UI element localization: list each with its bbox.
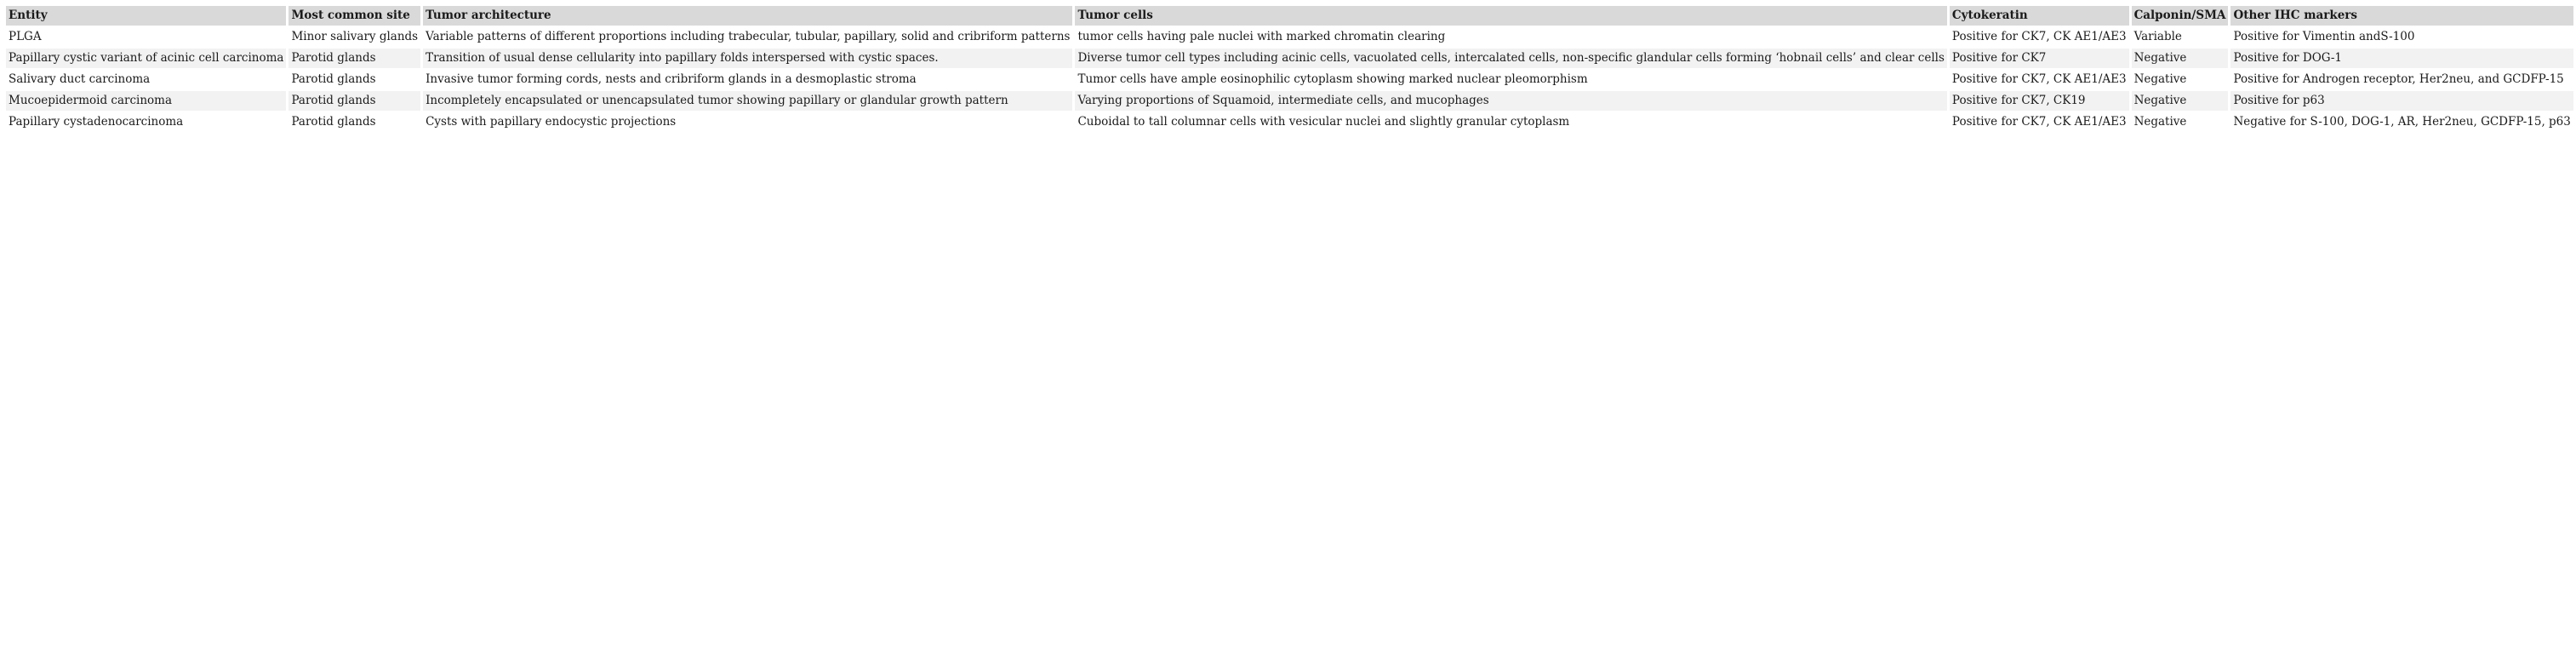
cell-tumor-cells: Varying proportions of Squamoid, intermediate cells, and mucophages	[1075, 91, 1946, 111]
header-tumor-cells: Tumor cells	[1075, 6, 1946, 26]
cell-site: Minor salivary glands	[288, 27, 420, 47]
cell-tumor-cells: Diverse tumor cell types including acinic cells, vacuolated cells, intercalated cells, non-specific glandular cells forming ‘hobnail cells’ and clear cells	[1075, 49, 1946, 68]
header-most-common-site: Most common site	[288, 6, 420, 26]
cell-other-ihc: Positive for Androgen receptor, Her2neu, and GCDFP-15	[2230, 70, 2573, 89]
cell-architecture: Transition of usual dense cellularity into papillary folds interspersed with cystic spaces.	[423, 49, 1072, 68]
cell-entity: Mucoepidermoid carcinoma	[6, 91, 286, 111]
table-row	[6, 49, 2573, 68]
header-entity: Entity	[6, 6, 286, 26]
cell-entity: PLGA	[6, 27, 286, 47]
table-row	[6, 70, 2573, 89]
cell-tumor-cells: tumor cells having pale nuclei with marked chromatin clearing	[1075, 27, 1946, 47]
cell-calponin-sma: Negative	[2132, 91, 2229, 111]
cell-cytokeratin: Positive for CK7	[1950, 49, 2129, 68]
cell-architecture: Cysts with papillary endocystic projections	[423, 112, 1072, 132]
cell-entity: Papillary cystadenocarcinoma	[6, 112, 286, 132]
cell-calponin-sma: Variable	[2132, 27, 2229, 47]
cell-calponin-sma: Negative	[2132, 49, 2229, 68]
header-tumor-architecture: Tumor architecture	[423, 6, 1072, 26]
document-page	[3, 4, 2576, 134]
cell-tumor-cells: Cuboidal to tall columnar cells with vesicular nuclei and slightly granular cytoplasm	[1075, 112, 1946, 132]
cell-cytokeratin: Positive for CK7, CK AE1/AE3	[1950, 27, 2129, 47]
cell-cytokeratin: Positive for CK7, CK AE1/AE3	[1950, 70, 2129, 89]
cell-other-ihc: Negative for S-100, DOG-1, AR, Her2neu, GCDFP-15, p63	[2230, 112, 2573, 132]
cell-site: Parotid glands	[288, 70, 420, 89]
table-row	[6, 112, 2573, 132]
header-calponin-sma: Calponin/SMA	[2132, 6, 2229, 26]
cell-calponin-sma: Negative	[2132, 112, 2229, 132]
cell-cytokeratin: Positive for CK7, CK19	[1950, 91, 2129, 111]
comparison-table	[3, 4, 2576, 134]
table-row	[6, 27, 2573, 47]
cell-site: Parotid glands	[288, 91, 420, 111]
cell-tumor-cells: Tumor cells have ample eosinophilic cytoplasm showing marked nuclear pleomorphism	[1075, 70, 1946, 89]
cell-architecture: Invasive tumor forming cords, nests and cribriform glands in a desmoplastic stroma	[423, 70, 1072, 89]
cell-architecture: Variable patterns of different proportions including trabecular, tubular, papillary, solid and cribriform patterns	[423, 27, 1072, 47]
cell-cytokeratin: Positive for CK7, CK AE1/AE3	[1950, 112, 2129, 132]
cell-entity: Salivary duct carcinoma	[6, 70, 286, 89]
table-header	[6, 6, 2573, 26]
cell-other-ihc: Positive for DOG-1	[2230, 49, 2573, 68]
table-body	[6, 27, 2573, 132]
cell-site: Parotid glands	[288, 112, 420, 132]
cell-entity: Papillary cystic variant of acinic cell carcinoma	[6, 49, 286, 68]
cell-other-ihc: Positive for p63	[2230, 91, 2573, 111]
header-row	[6, 6, 2573, 26]
header-cytokeratin: Cytokeratin	[1950, 6, 2129, 26]
cell-architecture: Incompletely encapsulated or unencapsulated tumor showing papillary or glandular growth pattern	[423, 91, 1072, 111]
cell-site: Parotid glands	[288, 49, 420, 68]
table-row	[6, 91, 2573, 111]
cell-other-ihc: Positive for Vimentin andS-100	[2230, 27, 2573, 47]
header-other-ihc-markers: Other IHC markers	[2230, 6, 2573, 26]
cell-calponin-sma: Negative	[2132, 70, 2229, 89]
